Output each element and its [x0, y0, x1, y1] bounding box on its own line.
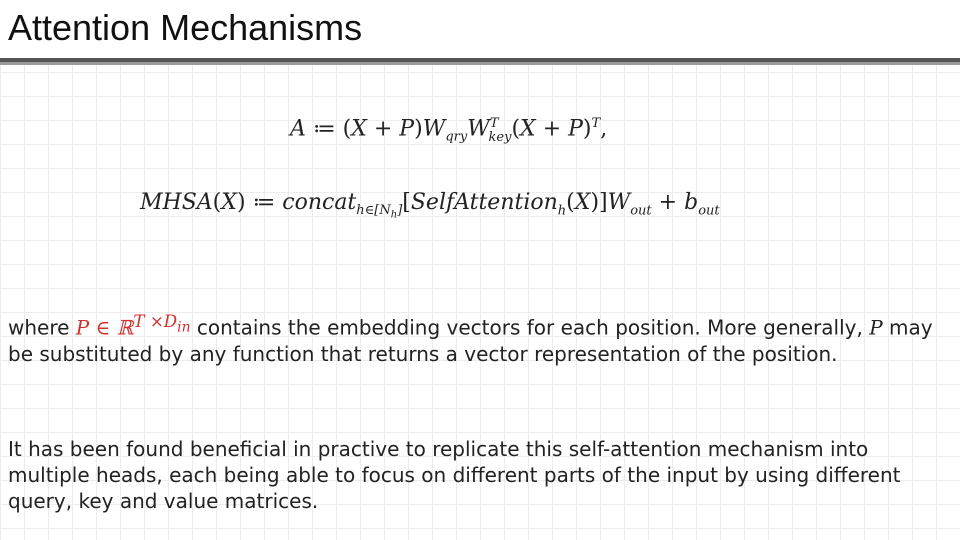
equation-attention: A ≔ $(X + P)W_{qry}W^T_{key}(X + P)^T$, — [290, 116, 608, 145]
symbol-exponent: T ×D — [133, 312, 178, 331]
symbol-exponent-sub: in — [177, 319, 191, 336]
slide-title: Attention Mechanisms — [8, 7, 363, 48]
title-divider — [0, 58, 960, 65]
text-generalization: may be substituted by any function that returns a vector representation of the position. — [8, 315, 933, 366]
symbol-p: P — [75, 315, 90, 340]
text-embedding-description: contains the embedding vectors for each position. More generally, — [190, 315, 870, 340]
symbol-real-space: ∈ ℝ — [95, 315, 134, 340]
text-where: where — [8, 315, 70, 340]
equation-mhsa: MHSA(X) ≔ $concat_{h\in[N_h]}[SelfAttention_h(X)]W_{out} + b_{out}$ — [140, 190, 720, 221]
paragraph-positional-embedding — [8, 309, 948, 367]
symbol-p-2: P — [869, 315, 883, 340]
paragraph-multi-head: It has been found beneficial in practive to replicate this self-attention mechanism into multiple heads, each being able to focus on different parts of the input by using different query, key and value matrices. — [8, 437, 901, 513]
